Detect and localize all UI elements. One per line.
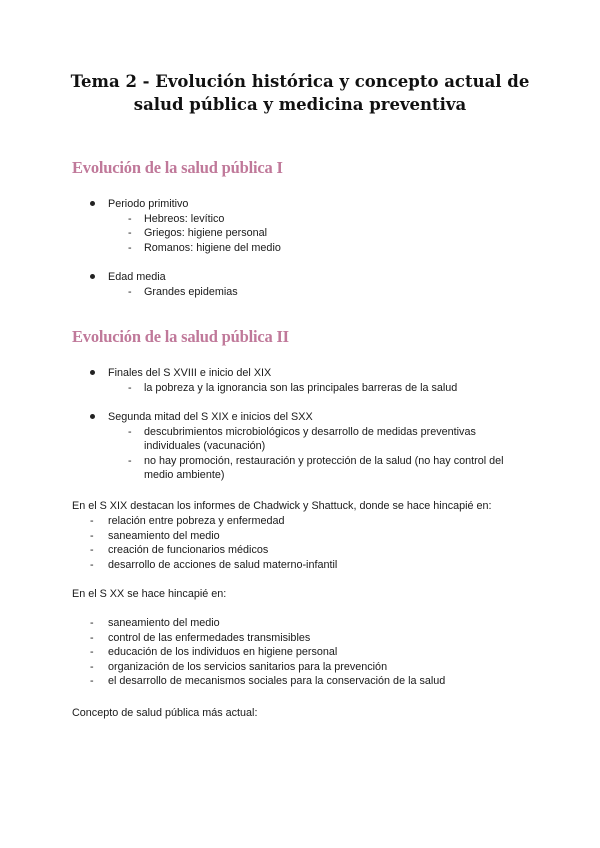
dash-icon: - xyxy=(128,425,132,438)
sub-list-item-text: la pobreza y la ignorancia son las principales barreras de la salud xyxy=(144,381,458,394)
list-item xyxy=(90,514,520,529)
list-item-text: el desarrollo de mecanismos sociales para la conservación de la salud xyxy=(108,675,446,687)
list-item-text: control de las enfermedades transmisibles xyxy=(108,631,311,644)
bullet-icon xyxy=(90,370,95,375)
sub-list-item-text: Grandes epidemias xyxy=(144,285,238,298)
section-heading-1: Evolución de la salud pública I xyxy=(72,158,283,177)
dash-icon: - xyxy=(90,558,94,571)
sub-list-item xyxy=(128,212,530,227)
list-item xyxy=(90,616,520,631)
bullet-list-1 xyxy=(90,197,530,255)
dash-icon: - xyxy=(128,227,132,239)
dash-icon: - xyxy=(90,617,94,629)
closing-text: Concepto de salud pública más actual: xyxy=(72,707,258,719)
dash-icon: - xyxy=(90,660,94,673)
list-item-label: Edad media xyxy=(108,271,166,283)
paragraph-intro-1: En el S XIX destacan los informes de Chadwick y Shattuck, donde se hace hincapié en: xyxy=(72,500,492,512)
list-item-label: Segunda mitad del S XIX e inicios del SXX xyxy=(108,411,313,423)
list-item-text: relación entre pobreza y enfermedad xyxy=(108,515,285,527)
bullet-icon xyxy=(90,201,95,206)
sub-list-item xyxy=(128,226,530,241)
dash-icon: - xyxy=(90,675,94,687)
dash-icon: - xyxy=(128,212,132,225)
sub-list-item-text: Hebreos: levítico xyxy=(144,212,225,225)
dash-icon: - xyxy=(128,381,132,394)
list-item xyxy=(90,674,520,689)
list-item xyxy=(90,197,530,255)
dash-icon: - xyxy=(90,529,94,542)
sub-list-item-text: Romanos: higiene del medio xyxy=(144,241,281,254)
list-item xyxy=(90,543,520,558)
list-item xyxy=(90,660,520,675)
dash-icon: - xyxy=(90,631,94,644)
list-item-text: desarrollo de acciones de salud materno-infantil xyxy=(108,558,338,571)
bullet-list-2b xyxy=(90,410,530,483)
sub-list-item-text: Griegos: higiene personal xyxy=(144,227,268,239)
dash-list-1 xyxy=(90,514,520,572)
list-item-text: educación de los individuos en higiene personal xyxy=(108,646,338,658)
dash-icon: - xyxy=(90,646,94,658)
sub-list-item xyxy=(128,425,530,454)
list-item-text: organización de los servicios sanitarios para la prevención xyxy=(108,660,388,673)
sub-list-item xyxy=(128,381,530,396)
bullet-list-2 xyxy=(90,366,530,395)
sub-list-item xyxy=(128,454,530,483)
dash-icon: - xyxy=(128,454,132,467)
dash-icon: - xyxy=(128,241,132,254)
section-heading-2: Evolución de la salud pública II xyxy=(72,327,289,346)
bullet-icon xyxy=(90,414,95,419)
bullet-icon xyxy=(90,274,95,279)
list-item-text: saneamiento del medio xyxy=(108,617,220,629)
dash-list-2 xyxy=(90,616,520,689)
list-item-label: Finales del S XVIII e inicio del XIX xyxy=(108,367,272,379)
dash-icon: - xyxy=(90,515,94,527)
sub-list-item-text: descubrimientos microbiológicos y desarrollo de medidas preventivas individuales (vacunación) xyxy=(144,425,476,452)
list-item xyxy=(90,529,520,544)
paragraph-intro-2: En el S XX se hace hincapié en: xyxy=(72,588,227,600)
sub-list-item-text: no hay promoción, restauración y protección de la salud (no hay control del medio ambiente) xyxy=(144,454,504,481)
list-item-text: saneamiento del medio xyxy=(108,529,220,542)
list-item xyxy=(90,631,520,646)
bullet-list-1b xyxy=(90,270,530,299)
page-title: Tema 2 - Evolución histórica y concepto actual de salud pública y medicina preventiva xyxy=(70,72,530,114)
list-item xyxy=(90,366,530,395)
sub-list-item xyxy=(128,285,530,300)
list-item xyxy=(90,410,530,483)
list-item xyxy=(90,558,520,573)
list-item xyxy=(90,270,530,299)
list-item-label: Periodo primitivo xyxy=(108,198,189,210)
list-item xyxy=(90,645,520,660)
sub-list-item xyxy=(128,241,530,256)
dash-icon: - xyxy=(90,544,94,556)
dash-icon: - xyxy=(128,285,132,298)
list-item-text: creación de funcionarios médicos xyxy=(108,544,269,556)
